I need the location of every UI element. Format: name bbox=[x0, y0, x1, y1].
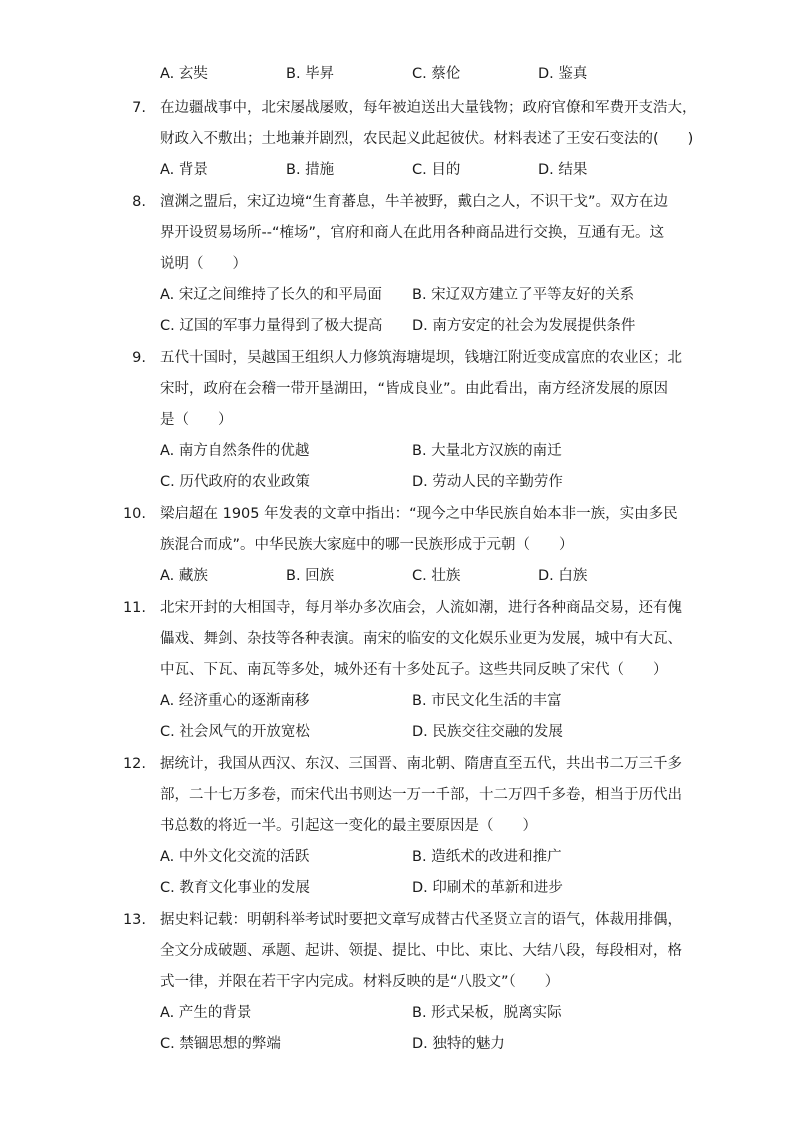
q12-option-d: D. 印刷术的革新和进步 bbox=[412, 880, 563, 896]
q11-option-d: D. 民族交往交融的发展 bbox=[412, 724, 563, 740]
q9-option-b: B. 大量北方汉族的南迁 bbox=[412, 443, 562, 459]
q9-text-line: 宋时，政府在会稽一带开垦湖田，“皆成良业”。由此看出，南方经济发展的原因 bbox=[160, 381, 669, 397]
q13-option-c: C. 禁锢思想的弊端 bbox=[160, 1036, 281, 1052]
q11-text-line: 北宋开封的大相国寺，每月举办多次庙会，人流如潮，进行各种商品交易，还有傀 bbox=[160, 600, 682, 616]
q12-option-a: A. 中外文化交流的活跃 bbox=[160, 849, 310, 865]
q10-number: 10. bbox=[122, 506, 146, 522]
q12-text-line: 部，二十七万多卷，而宋代出书则达一万一千部，十二万四千多卷，相当于历代出 bbox=[160, 787, 682, 803]
q7-text-line: 在边疆战事中，北宋屡战屡败，每年被迫送出大量钱物；政府官僚和军费开支浩大， bbox=[160, 100, 697, 116]
q13-option-a: A. 产生的背景 bbox=[160, 1005, 252, 1021]
q9-number: 9. bbox=[132, 350, 146, 366]
q8-text-line: 界开设贸易场所--“榷场”，官府和商人在此用各种商品进行交换，互通有无。这 bbox=[160, 225, 664, 241]
q7-number: 7. bbox=[132, 100, 146, 116]
q12-number: 12. bbox=[122, 756, 146, 772]
q9-text-line: 五代十国时，吴越国王组织人力修筑海塘堤坝，钱塘江附近变成富庶的农业区；北 bbox=[160, 350, 682, 366]
q10-option-c: C. 壮族 bbox=[412, 568, 461, 584]
q13-text-line: 据史料记载：明朝科举考试时要把文章写成替古代圣贤立言的语气，体裁用排偶， bbox=[160, 912, 682, 928]
q12-text-line: 据统计，我国从西汉、东汉、三国晋、南北朝、隋唐直至五代，共出书二万三千多 bbox=[160, 756, 682, 772]
q10-text-line: 梁启超在 1905 年发表的文章中指出：“现今之中华民族自始本非一族，实由多民 bbox=[160, 506, 678, 522]
q7-option-d: D. 结果 bbox=[538, 162, 588, 178]
q7-option-c: C. 目的 bbox=[412, 162, 461, 178]
q8-option-a: A. 宋辽之间维持了长久的和平局面 bbox=[160, 287, 382, 303]
q13-number: 13. bbox=[122, 912, 146, 928]
q9-option-a: A. 南方自然条件的优越 bbox=[160, 443, 310, 459]
q13-text-line: 全文分成破题、承题、起讲、领提、提比、中比、束比、大结八段，每段相对，格 bbox=[160, 943, 682, 959]
q8-option-b: B. 宋辽双方建立了平等友好的关系 bbox=[412, 287, 635, 303]
q8-option-d: D. 南方安定的社会为发展提供条件 bbox=[412, 318, 636, 334]
q7-option-b: B. 措施 bbox=[286, 162, 335, 178]
q10-option-a: A. 藏族 bbox=[160, 568, 208, 584]
q8-text-line: 说明（ ） bbox=[160, 256, 247, 272]
q6-option-d: D. 鉴真 bbox=[538, 66, 588, 82]
q13-text-line: 式一律，并限在若干字内完成。材料反映的是“八股文”（ ） bbox=[160, 974, 560, 990]
q11-text-line: 中瓦、下瓦、南瓦等多处，城外还有十多处瓦子。这些共同反映了宋代（ ） bbox=[160, 662, 668, 678]
q6-option-a: A. 玄奘 bbox=[160, 66, 208, 82]
q10-option-b: B. 回族 bbox=[286, 568, 335, 584]
q8-option-c: C. 辽国的军事力量得到了极大提高 bbox=[160, 318, 383, 334]
q6-option-c: C. 蔡伦 bbox=[412, 66, 461, 82]
q9-option-c: C. 历代政府的农业政策 bbox=[160, 474, 310, 490]
q13-option-d: D. 独特的魅力 bbox=[412, 1036, 505, 1052]
q11-text-line: 儡戏、舞剑、杂技等各种表演。南宋的临安的文化娱乐业更为发展，城中有大瓦、 bbox=[160, 631, 682, 647]
q11-option-c: C. 社会风气的开放宽松 bbox=[160, 724, 310, 740]
q12-text-line: 书总数的将近一半。引起这一变化的最主要原因是（ ） bbox=[160, 818, 537, 834]
q11-option-a: A. 经济重心的逐渐南移 bbox=[160, 693, 310, 709]
q7-option-a: A. 背景 bbox=[160, 162, 208, 178]
q6-option-b: B. 毕昇 bbox=[286, 66, 335, 82]
q8-number: 8. bbox=[132, 194, 146, 210]
q11-option-b: B. 市民文化生活的丰富 bbox=[412, 693, 562, 709]
q13-option-b: B. 形式呆板，脱离实际 bbox=[412, 1005, 562, 1021]
q9-text-line: 是（ ） bbox=[160, 412, 233, 428]
q12-option-c: C. 教育文化事业的发展 bbox=[160, 880, 310, 896]
q10-option-d: D. 白族 bbox=[538, 568, 588, 584]
q11-number: 11. bbox=[122, 600, 146, 616]
q12-option-b: B. 造纸术的改进和推广 bbox=[412, 849, 562, 865]
q8-text-line: 澶渊之盟后，宋辽边境“生育蕃息，牛羊被野，戴白之人，不识干戈”。双方在边 bbox=[160, 194, 669, 210]
q7-text-line: 财政入不敷出；土地兼并剧烈，农民起义此起彼伏。材料表述了王安石变法的( ) bbox=[160, 131, 694, 147]
q10-text-line: 族混合而成”。中华民族大家庭中的哪一民族形成于元朝（ ） bbox=[160, 537, 574, 553]
q9-option-d: D. 劳动人民的辛勤劳作 bbox=[412, 474, 563, 490]
